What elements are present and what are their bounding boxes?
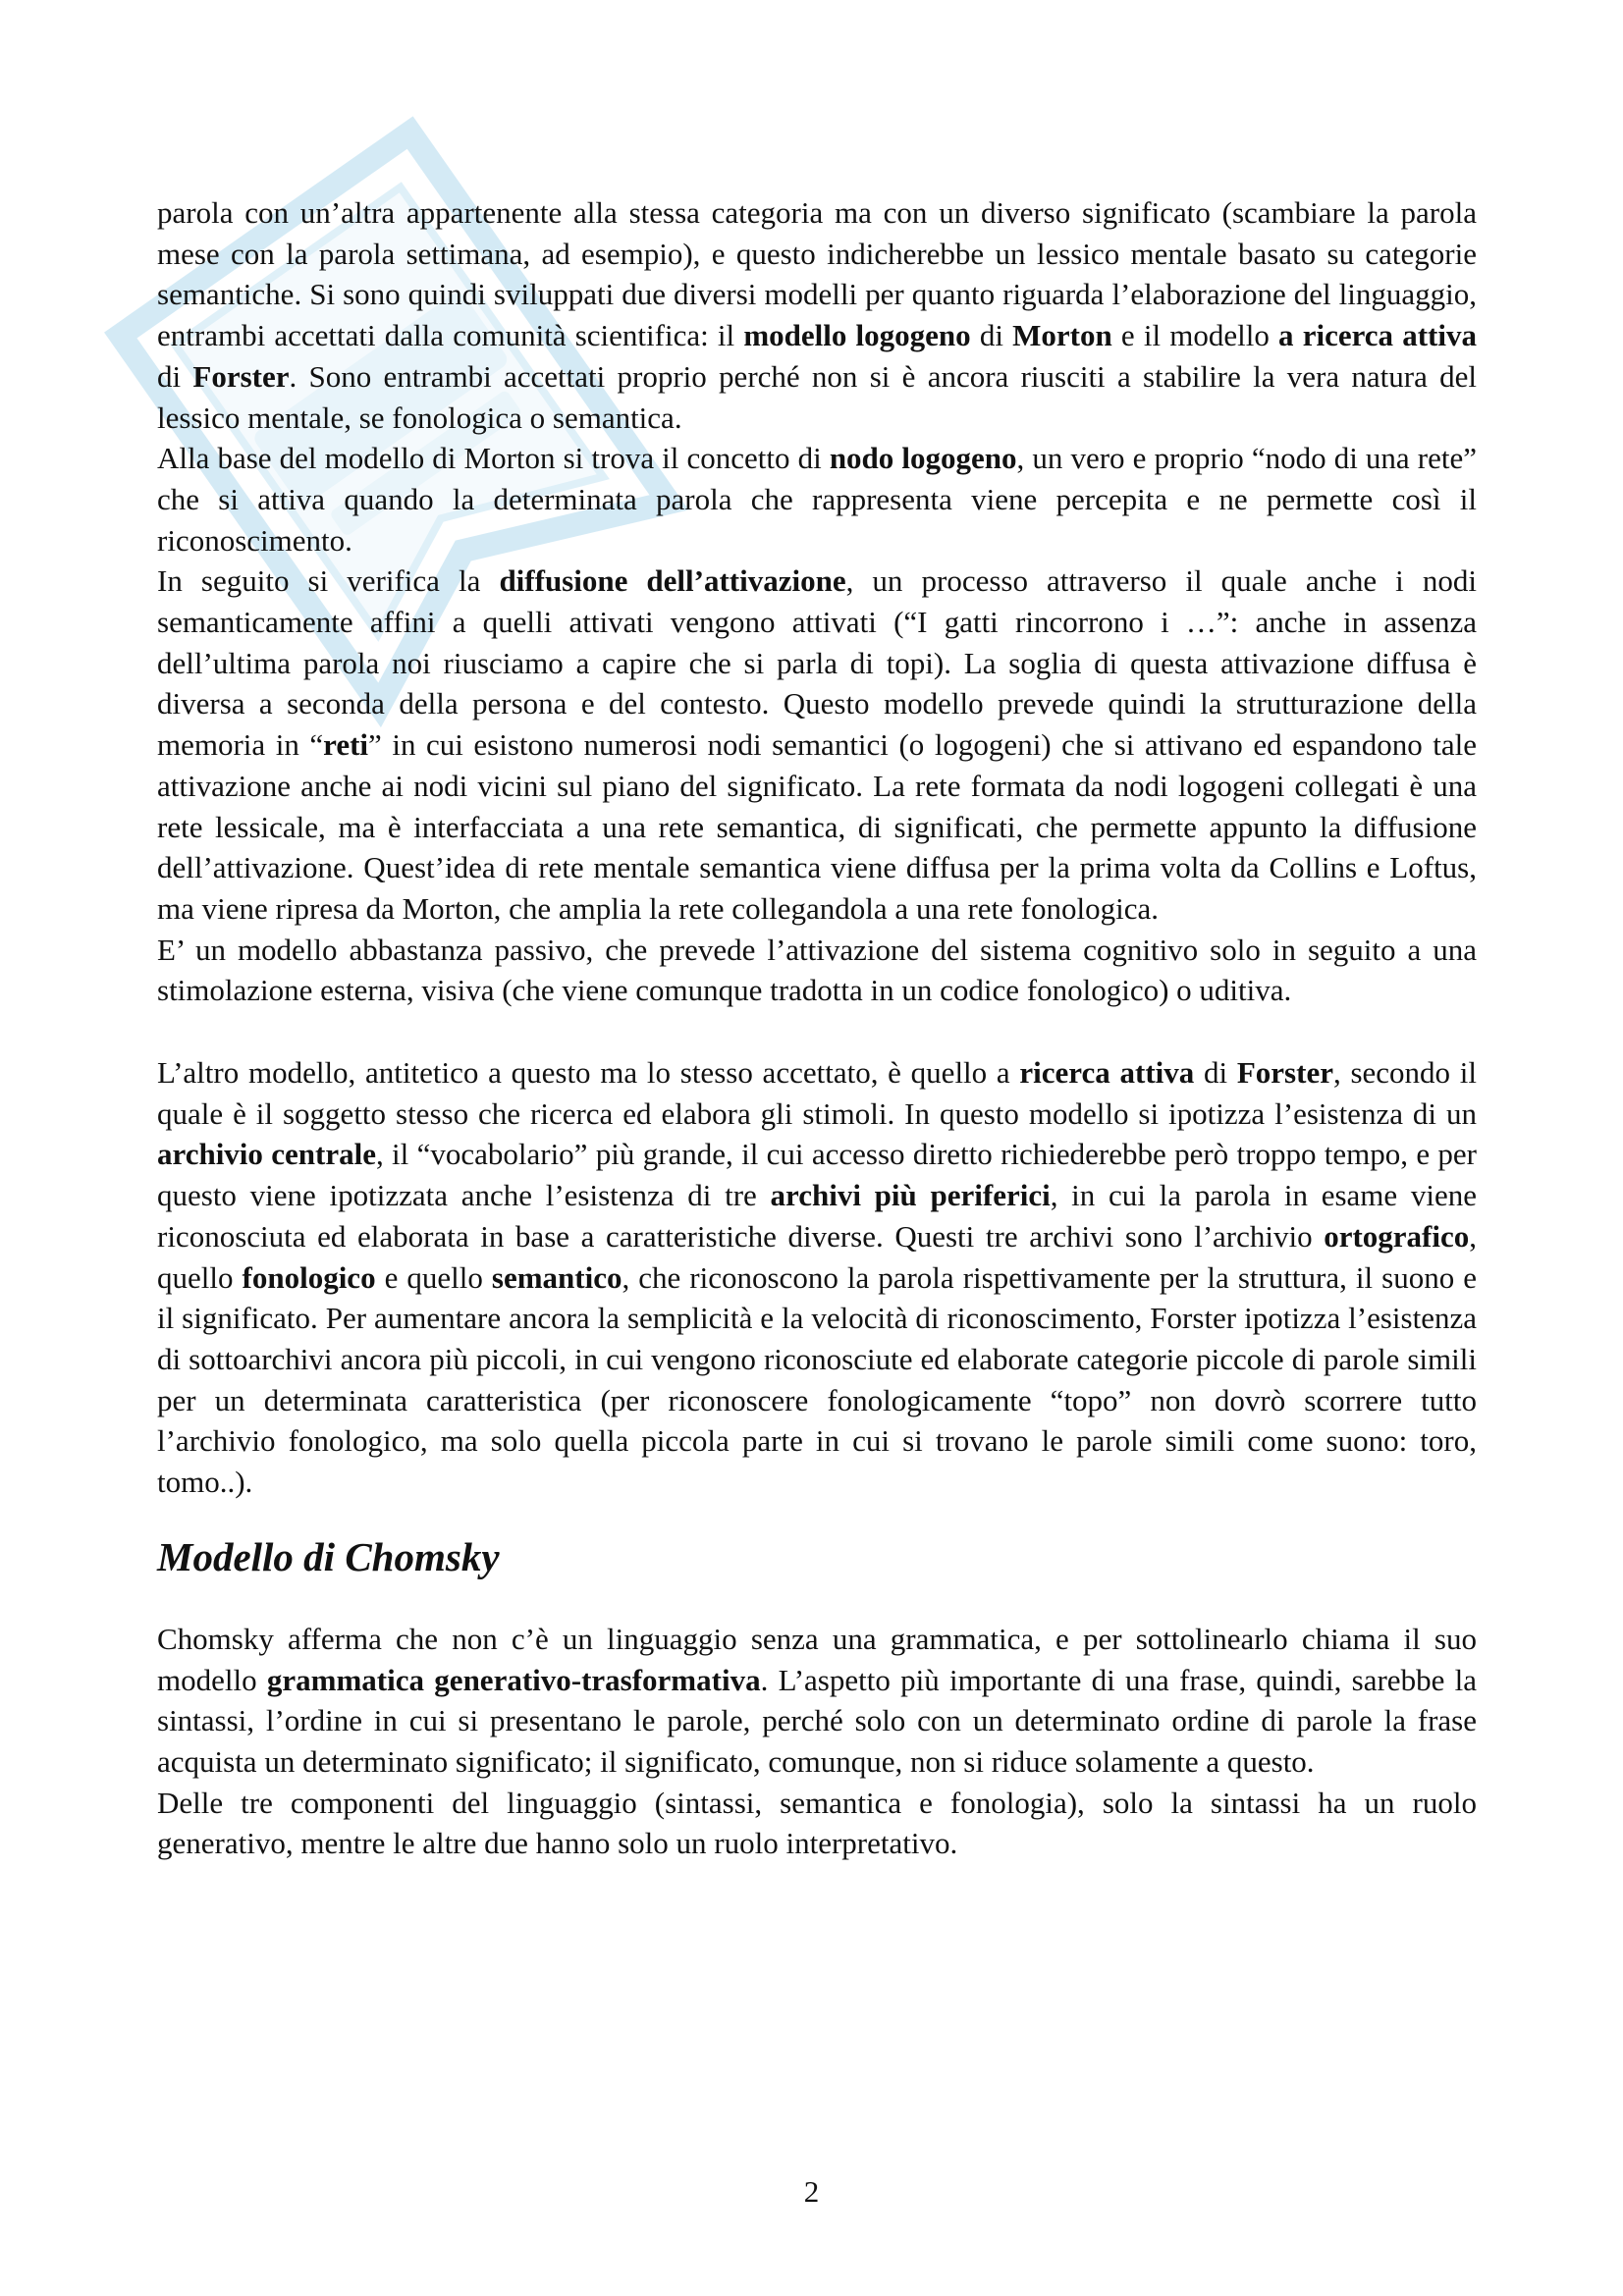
section-heading: Modello di Chomsky <box>157 1533 500 1579</box>
bold-term: archivi più periferici <box>770 1178 1051 1213</box>
bold-term: Morton <box>1012 318 1112 353</box>
bold-term: ortografico <box>1324 1218 1470 1254</box>
bold-term: archivio centrale <box>157 1137 376 1172</box>
text-run: Alla base del modello di Morton si trova il concetto di <box>157 441 830 476</box>
text-run: , il “vocabolario” più grande, il cui accesso diretto richiederebbe però troppo tempo, e per questo viene ipotizzata anche l’esistenza di tre <box>157 1137 1477 1213</box>
text-run: Chomsky afferma che non c’è un linguaggio senza una grammatica, e per sottolinearlo chiama il suo modello <box>157 1621 1477 1697</box>
text-run: In seguito si verifica la <box>157 563 500 599</box>
text-run: L’altro modello, antitetico a questo ma lo stesso accettato, è quello a <box>157 1055 1020 1091</box>
text-run: ” in cui esistono numerosi nodi semantici (o logogeni) che si attivano ed espandono tale attivazione anche ai nodi vicini sul piano del significato. La rete formata da nodi logogeni collegati è una rete lessicale, ma è interfacciata a una rete semantica, di significati, che permette appunto la diffusione dell’attivazione. Quest’idea di rete mentale semantica viene diffusa per la prima volta da Collins e Loftus, ma viene ripresa da Morton, che amplia la rete collegandola a una rete fonologica. <box>157 727 1477 926</box>
text-run: Delle tre componenti del linguaggio (sintassi, semantica e fonologia), solo la sintassi ha un ruolo generativo, mentre le altre due hanno solo un ruolo interpretativo. <box>157 1785 1477 1861</box>
text-run: E’ un modello abbastanza passivo, che prevede l’attivazione del sistema cognitivo solo in seguito a una stimolazione esterna, visiva (che viene comunque tradotta in un codice fonologico) o uditiva. <box>157 932 1477 1008</box>
bold-term: ricerca attiva <box>1019 1055 1195 1091</box>
paragraph <box>157 192 1477 438</box>
paragraph <box>157 1783 1477 1864</box>
text-run: e il modello <box>1111 318 1279 353</box>
morton-model-section <box>157 192 1477 1011</box>
bold-term: Forster <box>192 358 290 394</box>
text-run: di <box>970 318 1013 353</box>
text-run: , in cui la parola in esame viene riconosciuta ed elaborata in base a caratteristiche diverse. Questi tre archivi sono l’archivio <box>157 1178 1478 1254</box>
paragraph <box>157 930 1477 1011</box>
page-number: 2 <box>803 2174 820 2209</box>
chomsky-model-section <box>157 1619 1477 1864</box>
text-run: parola con un’altra appartenente alla stessa categoria ma con un diverso significato (scambiare la parola mese con la parola settimana, ad esempio), e questo indicherebbe un lessico mentale basato su categorie semantiche. Si sono quindi sviluppati due diversi modelli per quanto riguarda l’elaborazione del linguaggio, entrambi accettati dalla comunità scientifica: il <box>157 195 1477 353</box>
text-run: e quello <box>375 1259 492 1295</box>
text-run: . L’aspetto più importante di una frase, quindi, sarebbe la sintassi, l’ordine in cui si presentano le parole, perché solo con un determinato ordine di parole la frase acquista un determinato significato; il significato, comunque, non si riduce solamente a questo. <box>157 1662 1477 1779</box>
text-run: , secondo il quale è il soggetto stesso che ricerca ed elabora gli stimoli. In questo modello si ipotizza l’esistenza di un <box>157 1055 1478 1131</box>
text-run: di <box>1194 1055 1237 1091</box>
bold-term: semantico <box>491 1259 622 1295</box>
bold-term: grammatica generativo-trasformativa <box>266 1662 761 1697</box>
paragraph <box>157 1052 1477 1503</box>
forster-model-section <box>157 1052 1477 1503</box>
document-body <box>157 192 1477 1864</box>
text-run: , un processo attraverso il quale anche i nodi semanticamente affini a quelli attivati vengono attivati (“I gatti rincorrono i …”: anche in assenza dell’ultima parola noi riusciamo a capire che si parla di topi). La soglia di questa attivazione diffusa è diversa a seconda della persona e del contesto. Questo modello prevede quindi la strutturazione della memoria in “ <box>157 563 1477 763</box>
text-run: , quello <box>157 1218 1477 1295</box>
text-run: , che riconoscono la parola rispettivamente per la struttura, il suono e il significato. Per aumentare ancora la semplicità e la velocità di riconoscimento, Forster ipotizza l’esistenza di sottoarchivi ancora più piccoli, in cui vengono riconosciute ed elaborate categorie piccole di parole simili per un determinata caratteristica (per riconoscere fonologicamente “topo” non dovrò scorrere tutto l’archivio fonologico, ma solo quella piccola parte in cui si trovano le parole simili come suono: toro, tomo..). <box>157 1259 1477 1500</box>
bold-term: modello logogeno <box>743 318 971 353</box>
text-run: . Sono entrambi accettati proprio perché non si è ancora riusciti a stabilire la vera natura del lessico mentale, se fonologica o semantica. <box>157 358 1477 435</box>
bold-term: fonologico <box>242 1259 376 1295</box>
paragraph <box>157 561 1477 929</box>
paragraph <box>157 438 1477 561</box>
text-run: di <box>157 358 193 394</box>
bold-term: reti <box>323 727 369 763</box>
bold-term: nodo logogeno <box>829 441 1017 476</box>
section-gap <box>157 1011 1477 1052</box>
bold-term: a ricerca attiva <box>1278 318 1477 353</box>
paragraph <box>157 1619 1477 1783</box>
bold-term: Forster <box>1236 1055 1333 1091</box>
text-run: , un vero e proprio “nodo di una rete” che si attiva quando la determinata parola che rappresenta viene percepita e ne permette così il riconoscimento. <box>157 441 1477 558</box>
bold-term: diffusione dell’attivazione <box>499 563 846 599</box>
